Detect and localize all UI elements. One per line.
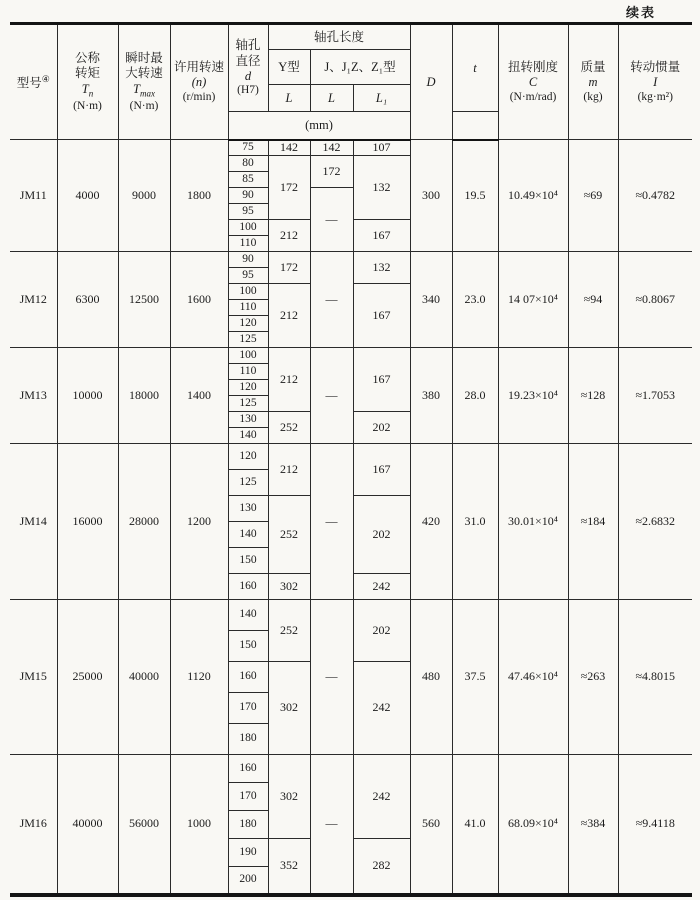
y-length-cell: 212 xyxy=(268,348,310,412)
header-D: D xyxy=(410,24,452,140)
header-t: t xyxy=(452,24,498,112)
mass-cell: ≈94 xyxy=(568,252,618,348)
header-bore-length: 轴孔长度 xyxy=(268,24,410,50)
tmax-cell: 9000 xyxy=(118,140,170,252)
bore-diameter-cell: 125 xyxy=(228,470,268,496)
bore-diameter-cell: 190 xyxy=(228,839,268,867)
l1-length-cell: 132 xyxy=(353,156,410,220)
D-cell: 420 xyxy=(410,444,452,600)
header-mass: 质量 m (kg) xyxy=(568,24,618,140)
stiffness-cell: 19.23×10⁴ xyxy=(498,348,568,444)
tn-cell: 10000 xyxy=(57,348,118,444)
bore-diameter-cell: 150 xyxy=(228,548,268,574)
mass-cell: ≈128 xyxy=(568,348,618,444)
y-length-cell: 212 xyxy=(268,220,310,252)
header-nominal-torque: 公称 转矩 $T_n$ (N·m) xyxy=(57,24,118,140)
l1-length-cell: 202 xyxy=(353,496,410,574)
D-cell: 480 xyxy=(410,600,452,755)
l1-length-cell: 202 xyxy=(353,600,410,662)
bore-diameter-cell: 125 xyxy=(228,332,268,348)
tn-cell: 16000 xyxy=(57,444,118,600)
stiffness-cell: 10.49×10⁴ xyxy=(498,140,568,252)
header-allowable-speed: 许用转速 (n) (r/min) xyxy=(170,24,228,140)
inertia-cell: ≈0.8067 xyxy=(618,252,692,348)
l1-length-cell: 107 xyxy=(353,140,410,156)
header-t-sub-empty xyxy=(452,112,498,140)
stiffness-cell: 47.46×10⁴ xyxy=(498,600,568,755)
bore-diameter-cell: 90 xyxy=(228,188,268,204)
speed-cell: 1200 xyxy=(170,444,228,600)
header-j-type: J、J₁Z、Z₁型 xyxy=(310,50,410,85)
continued-table-label: 续表 xyxy=(625,5,656,20)
j-length-cell: — xyxy=(310,755,353,895)
bore-diameter-cell: 180 xyxy=(228,811,268,839)
l1-length-cell: 242 xyxy=(353,755,410,839)
model-cell: JM14 xyxy=(10,444,57,600)
tn-cell: 4000 xyxy=(57,140,118,252)
y-length-cell: 302 xyxy=(268,662,310,755)
y-length-cell: 252 xyxy=(268,600,310,662)
model-cell: JM13 xyxy=(10,348,57,444)
bore-diameter-cell: 100 xyxy=(228,220,268,236)
D-cell: 560 xyxy=(410,755,452,895)
bore-diameter-cell: 170 xyxy=(228,783,268,811)
header-L1: L₁ xyxy=(353,85,410,112)
speed-cell: 1120 xyxy=(170,600,228,755)
t-cell: 31.0 xyxy=(452,444,498,600)
l1-length-cell: 167 xyxy=(353,348,410,412)
t-cell: 41.0 xyxy=(452,755,498,895)
bore-diameter-cell: 170 xyxy=(228,693,268,724)
y-length-cell: 252 xyxy=(268,412,310,444)
mass-cell: ≈263 xyxy=(568,600,618,755)
header-L-y: L xyxy=(268,85,310,112)
bore-diameter-cell: 80 xyxy=(228,156,268,172)
t-cell: 23.0 xyxy=(452,252,498,348)
bore-diameter-cell: 150 xyxy=(228,631,268,662)
j-length-cell: 172 xyxy=(310,156,353,188)
inertia-cell: ≈9.4118 xyxy=(618,755,692,895)
y-length-cell: 172 xyxy=(268,252,310,284)
mass-cell: ≈69 xyxy=(568,140,618,252)
D-cell: 380 xyxy=(410,348,452,444)
bore-diameter-cell: 95 xyxy=(228,268,268,284)
bore-diameter-cell: 130 xyxy=(228,412,268,428)
bore-diameter-cell: 130 xyxy=(228,496,268,522)
bore-diameter-cell: 160 xyxy=(228,755,268,783)
bore-diameter-cell: 90 xyxy=(228,252,268,268)
bore-diameter-cell: 200 xyxy=(228,867,268,895)
j-length-cell: — xyxy=(310,444,353,600)
stiffness-cell: 14 07×10⁴ xyxy=(498,252,568,348)
bore-diameter-cell: 180 xyxy=(228,724,268,755)
bore-diameter-cell: 100 xyxy=(228,284,268,300)
bore-diameter-cell: 110 xyxy=(228,236,268,252)
model-cell: JM16 xyxy=(10,755,57,895)
mass-cell: ≈184 xyxy=(568,444,618,600)
l1-length-cell: 202 xyxy=(353,412,410,444)
coupling-spec-table xyxy=(10,22,692,897)
bore-diameter-cell: 95 xyxy=(228,204,268,220)
y-length-cell: 302 xyxy=(268,574,310,600)
tmax-cell: 12500 xyxy=(118,252,170,348)
header-max-torque: 瞬时最 大转速 $T_{max}$ (N·m) xyxy=(118,24,170,140)
stiffness-cell: 30.01×10⁴ xyxy=(498,444,568,600)
y-length-cell: 172 xyxy=(268,156,310,220)
l1-length-cell: 167 xyxy=(353,444,410,496)
t-cell: 19.5 xyxy=(452,140,498,252)
bore-diameter-cell: 125 xyxy=(228,396,268,412)
bore-diameter-cell: 85 xyxy=(228,172,268,188)
model-cell: JM15 xyxy=(10,600,57,755)
header-moment-of-inertia: 转动惯量 I (kg·m²) xyxy=(618,24,692,140)
speed-cell: 1800 xyxy=(170,140,228,252)
inertia-cell: ≈4.8015 xyxy=(618,600,692,755)
bore-diameter-cell: 140 xyxy=(228,522,268,548)
t-cell: 28.0 xyxy=(452,348,498,444)
tmax-cell: 18000 xyxy=(118,348,170,444)
l1-length-cell: 242 xyxy=(353,574,410,600)
j-length-cell: — xyxy=(310,348,353,444)
model-cell: JM12 xyxy=(10,252,57,348)
header-mm-unit: (mm) xyxy=(228,112,410,140)
bore-diameter-cell: 140 xyxy=(228,428,268,444)
y-length-cell: 212 xyxy=(268,284,310,348)
header-model: 型号④ xyxy=(10,24,57,140)
tn-cell: 40000 xyxy=(57,755,118,895)
model-cell: JM11 xyxy=(10,140,57,252)
speed-cell: 1400 xyxy=(170,348,228,444)
bore-diameter-cell: 110 xyxy=(228,364,268,380)
t-cell: 37.5 xyxy=(452,600,498,755)
j-length-cell: — xyxy=(310,600,353,755)
inertia-cell: ≈1.7053 xyxy=(618,348,692,444)
l1-length-cell: 242 xyxy=(353,662,410,755)
l1-length-cell: 167 xyxy=(353,220,410,252)
y-length-cell: 352 xyxy=(268,839,310,895)
y-length-cell: 252 xyxy=(268,496,310,574)
mass-cell: ≈384 xyxy=(568,755,618,895)
bore-diameter-cell: 120 xyxy=(228,316,268,332)
header-L-j: L xyxy=(310,85,353,112)
l1-length-cell: 132 xyxy=(353,252,410,284)
header-bore-diameter: 轴孔 直径 d (H7) xyxy=(228,24,268,112)
bore-diameter-cell: 140 xyxy=(228,600,268,631)
tmax-cell: 28000 xyxy=(118,444,170,600)
stiffness-cell: 68.09×10⁴ xyxy=(498,755,568,895)
bore-diameter-cell: 120 xyxy=(228,380,268,396)
speed-cell: 1000 xyxy=(170,755,228,895)
bore-diameter-cell: 110 xyxy=(228,300,268,316)
tn-cell: 25000 xyxy=(57,600,118,755)
bore-diameter-cell: 100 xyxy=(228,348,268,364)
l1-length-cell: 167 xyxy=(353,284,410,348)
header-y-type: Y型 xyxy=(268,50,310,85)
D-cell: 340 xyxy=(410,252,452,348)
bore-diameter-cell: 75 xyxy=(228,140,268,156)
l1-length-cell: 282 xyxy=(353,839,410,895)
j-length-cell: 142 xyxy=(310,140,353,156)
header-torsional-stiffness: 扭转刚度 C (N·m/rad) xyxy=(498,24,568,140)
tmax-cell: 56000 xyxy=(118,755,170,895)
j-length-cell: — xyxy=(310,188,353,252)
inertia-cell: ≈2.6832 xyxy=(618,444,692,600)
bore-diameter-cell: 120 xyxy=(228,444,268,470)
D-cell: 300 xyxy=(410,140,452,252)
y-length-cell: 142 xyxy=(268,140,310,156)
bore-diameter-cell: 160 xyxy=(228,662,268,693)
bore-diameter-cell: 160 xyxy=(228,574,268,600)
j-length-cell: — xyxy=(310,252,353,348)
tn-cell: 6300 xyxy=(57,252,118,348)
y-length-cell: 212 xyxy=(268,444,310,496)
tmax-cell: 40000 xyxy=(118,600,170,755)
y-length-cell: 302 xyxy=(268,755,310,839)
inertia-cell: ≈0.4782 xyxy=(618,140,692,252)
speed-cell: 1600 xyxy=(170,252,228,348)
